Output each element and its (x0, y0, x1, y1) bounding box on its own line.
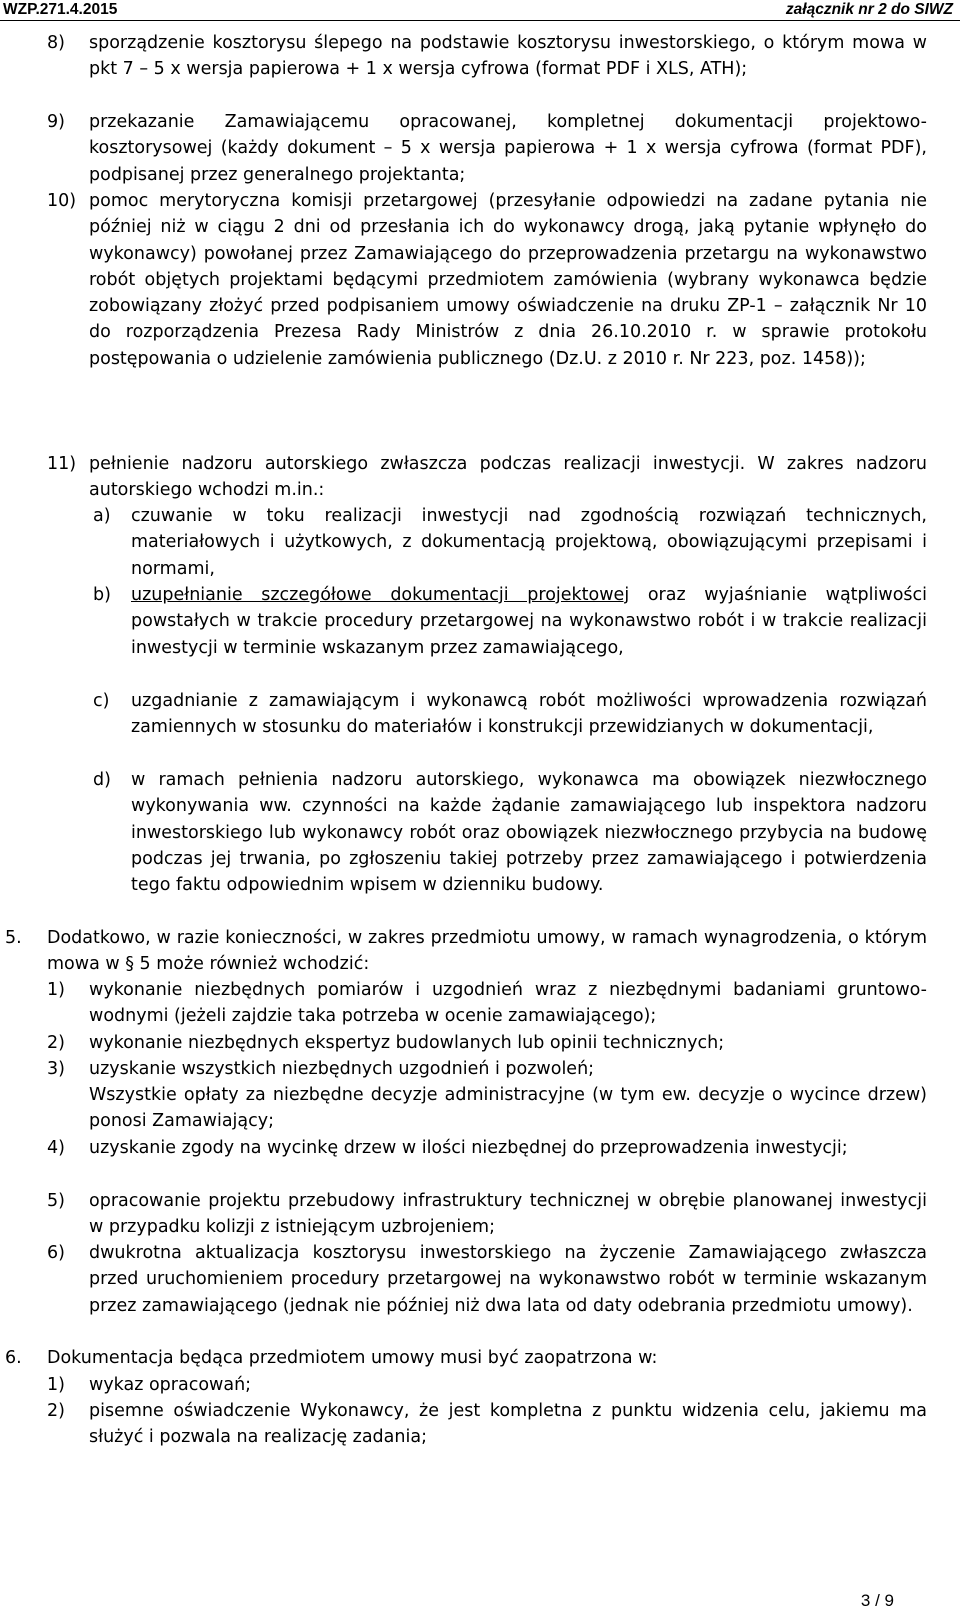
attachment-label: załącznik nr 2 do SIWZ (785, 1, 953, 18)
item-text: dwukrotna aktualizacja kosztorysu inwestorskiego na życzenie Zamawiającego zwłaszcza przed uruchomieniem procedury przetargowej na wykonawstwo robót w terminie wskazanym przez zamawiającego (jednak nie później niż dwa lata od daty odebrania przedmiotu umowy). (89, 1243, 927, 1316)
item-text: pisemne oświadczenie Wykonawcy, że jest kompletna z punktu widzenia celu, jakiemu ma służyć i pozwala na realizację zadania; (89, 1401, 927, 1448)
sublist-item-a (93, 503, 927, 582)
sublist-item-d (93, 767, 927, 898)
list-item-4 (47, 1135, 927, 1161)
item-text: pomoc merytoryczna komisji przetargowej (przesyłanie odpowiedzi na zadane pytania nie później niż w ciągu 2 dni od przesłania ich do wykonawcy drogą, jaką pytanie wpłynęło do wykonawcy) powołanej przez Zamawiającego do przeprowadzenia przetargu na wykonawstwo robót objętych projektami będącymi przedmiotem zamówienia (wybrany wykonawca będzie zobowiązany złożyć przed podpisaniem umowy oświadczenie na druku ZP-1 – załącznik Nr 10 do rozporządzenia Prezesa Rady Ministrów z dnia 26.10.2010 r. w sprawie protokołu postępowania o udzielenie zamówienia publicznego (Dz.U. z 2010 r. Nr 223, poz. 1458)); (89, 191, 927, 369)
item-label: a) (93, 506, 111, 526)
list-item-11 (47, 451, 927, 504)
item-text: czuwanie w toku realizacji inwestycji nad zgodnością rozwiązań technicznych, materiałowych i użytkowych, z dokumentacją projektową, obowiązującymi przepisami i normami, (131, 506, 927, 579)
list-item-8 (47, 30, 927, 83)
document-reference: WZP.271.4.2015 (3, 1, 118, 18)
item-text: uzyskanie wszystkich niezbędnych uzgodnień i pozwoleń; (89, 1059, 595, 1079)
item-label: 1) (47, 1375, 65, 1395)
section-number: 6. (5, 1348, 22, 1368)
item-label: 11) (47, 454, 77, 474)
item-text: Wszystkie opłaty za niezbędne decyzje administracyjne (w tym ew. decyzje o wycince drzew) ponosi Zamawiający; (89, 1085, 927, 1132)
sublist-item-c (93, 688, 927, 741)
item-label: c) (93, 691, 110, 711)
section-5 (5, 925, 927, 978)
list-item-3-note (47, 1082, 927, 1135)
section-text: Dodatkowo, w razie konieczności, w zakres przedmiotu umowy, w ramach wynagrodzenia, o którym mowa w § 5 może również wchodzić: (47, 928, 927, 975)
item-text: oraz wyjaśnianie wątpliwości powstałych w trakcie procedury przetargowej na wykonawstwo robót i w trakcie realizacji inwestycji w terminie wskazanym przez zamawiającego, (131, 585, 927, 658)
page-number: 3 / 9 (860, 1591, 894, 1610)
item-text: wykaz opracowań; (89, 1375, 252, 1395)
item-text: pełnienie nadzoru autorskiego zwłaszcza podczas realizacji inwestycji. W zakres nadzoru autorskiego wchodzi m.in.: (89, 454, 927, 501)
item-text: opracowanie projektu przebudowy infrastruktury technicznej w obrębie planowanej inwestycji w przypadku kolizji z istniejącym uzbrojeniem; (89, 1191, 927, 1238)
item-label: 4) (47, 1138, 65, 1158)
item-label: d) (93, 770, 111, 790)
list-item-6 (47, 1240, 927, 1319)
item-label: 8) (47, 33, 65, 53)
item-label: 3) (47, 1059, 65, 1079)
underlined-phrase: uzupełnianie szczegółowe dokumentacji projektowej (131, 585, 630, 605)
item-label: 1) (47, 980, 65, 1000)
item-text: sporządzenie kosztorysu ślepego na podstawie kosztorysu inwestorskiego, o którym mowa w pkt 7 – 5 x wersja papierowa + 1 x wersja cyfrowa (format PDF i XLS, ATH); (89, 33, 927, 80)
item-text: uzgadnianie z zamawiającym i wykonawcą robót możliwości wprowadzenia rozwiązań zamiennych w stosunku do materiałów i konstrukcji przewidzianych w dokumentacji, (131, 691, 927, 738)
list-item-3 (47, 1056, 927, 1082)
list-item-1 (47, 1372, 927, 1398)
list-item-2 (47, 1398, 927, 1451)
section-text: Dokumentacja będąca przedmiotem umowy musi być zaopatrzona w: (47, 1348, 658, 1368)
item-label: 2) (47, 1401, 65, 1421)
list-item-9 (47, 109, 927, 188)
list-item-5 (47, 1188, 927, 1241)
section-6 (5, 1345, 927, 1371)
item-text: uzyskanie zgody na wycinkę drzew w ilości niezbędnej do przeprowadzenia inwestycji; (89, 1138, 848, 1158)
list-item-10 (47, 188, 927, 372)
page-header (0, 0, 960, 21)
list-item-2 (47, 1030, 927, 1056)
list-item-1 (47, 977, 927, 1030)
item-text: przekazanie Zamawiającemu opracowanej, kompletnej dokumentacji projektowo-kosztorysowej (każdy dokument – 5 x wersja papierowa + 1 x wersja cyfrowa (format PDF), podpisanej przez generalnego projektanta; (89, 112, 927, 185)
item-label: 5) (47, 1191, 65, 1211)
item-text: wykonanie niezbędnych pomiarów i uzgodnień wraz z niezbędnymi badaniami gruntowo-wodnymi (jeżeli zajdzie taka potrzeba w ocenie zamawiającego); (89, 980, 927, 1027)
section-number: 5. (5, 928, 22, 948)
item-text: w ramach pełnienia nadzoru autorskiego, wykonawca ma obowiązek niezwłocznego wykonywania ww. czynności na każde żądanie zamawiającego lub inspektora nadzoru inwestorskiego lub wykonawcy robót oraz obowiązek niezwłocznego przybycia na budowę podczas jej trwania, po zgłoszeniu takiej potrzeby przez zamawiającego i potwierdzenia tego faktu odpowiednim wpisem w dzienniku budowy. (131, 770, 927, 896)
item-text: wykonanie niezbędnych ekspertyz budowlanych lub opinii technicznych; (89, 1033, 725, 1053)
sublist-item-b (93, 582, 927, 661)
item-label: b) (93, 585, 111, 605)
item-label: 6) (47, 1243, 65, 1263)
item-label: 9) (47, 112, 65, 132)
item-label: 2) (47, 1033, 65, 1053)
item-label: 10) (47, 191, 77, 211)
